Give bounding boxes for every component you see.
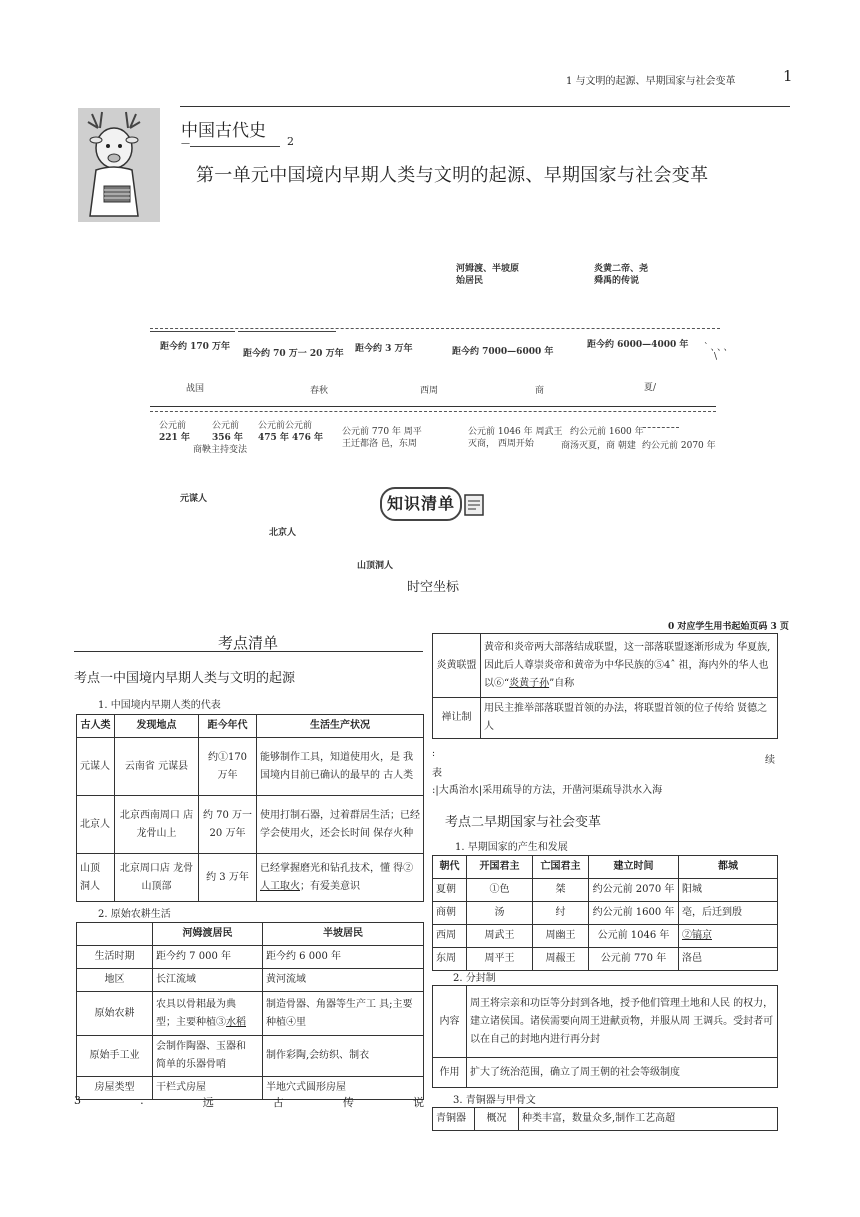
cell: 能够制作工具，知道使用火，是 我国境内目前已确认的最早的 古人类: [257, 738, 424, 796]
table-fengjian: [432, 985, 778, 1088]
dynasty-chunqiu: 春秋: [310, 386, 329, 396]
date-770-1: 公元前 770 年 周平: [342, 427, 422, 437]
upper-axis-segment: [150, 331, 235, 332]
date-1046-1: 公元前 1046 年 周武王: [468, 427, 563, 437]
cell: 约①170 万年: [199, 738, 257, 796]
date-1046-2: 灭商， 西周开始: [468, 439, 534, 449]
cell: 周王将宗亲和功臣等分封到各地，授予他们管理土地和人民 的权力，建立诸侯国。诸侯需要向周王进献贡物，并服从周 王调兵。受封者可以在自己的封地内进行再分封: [467, 986, 778, 1058]
cell: 山顶 洞人: [77, 854, 115, 902]
date-356-1: 公元前: [212, 421, 240, 431]
date-475-476-1: 公元前公元前: [258, 421, 313, 431]
cell: 北京西南周口 店龙骨山上: [115, 796, 199, 854]
cell: 公元前 770 年: [589, 948, 679, 971]
date-2070: 约公元前 2070 年: [642, 441, 716, 451]
table-early-states: [432, 855, 778, 971]
th-capital: 都城: [679, 856, 778, 879]
right-sub3-title: 3. 青铜器与甲骨文: [453, 1095, 536, 1106]
table-farming: [76, 922, 424, 1100]
timeline-caption: 时空坐标: [407, 580, 460, 595]
date-1600-2: 商汤灭夏，商 朝建: [561, 441, 636, 451]
th-founded: 建立时间: [589, 856, 679, 879]
answer-yanhuang: 炎黄子孙: [509, 677, 550, 689]
cell: 房屋类型: [77, 1077, 153, 1100]
cell: [481, 634, 778, 698]
section-rule: [74, 651, 423, 652]
title-marker-right: 2: [287, 135, 294, 148]
cell: 距今约 6 000 年: [263, 946, 424, 969]
cell: [257, 854, 424, 902]
date-221-1: 公元前: [159, 421, 187, 431]
cell: [153, 992, 263, 1036]
timeline-date-6000-4000: 距今约 6000—4000 年: [587, 340, 689, 350]
cell: 约 3 万年: [199, 854, 257, 902]
answer-rice: 水稻: [226, 1016, 246, 1028]
date-221-2: 221 年: [159, 433, 190, 443]
cell: 生活时期: [77, 946, 153, 969]
cell: 周幽王: [533, 925, 589, 948]
cell-answer-haojing: ②镐京: [679, 925, 778, 948]
cell: 炎黄联盟: [433, 634, 481, 698]
cell: 原始农耕: [77, 992, 153, 1036]
cell: 北京周口店 龙骨山顶部: [115, 854, 199, 902]
date-356-2: 356 年: [212, 433, 243, 443]
people-beijing: 北京人: [269, 528, 297, 538]
cell: 距今约 7 000 年: [153, 946, 263, 969]
upper-axis-end: \: [714, 352, 718, 362]
cell: 阳城: [679, 879, 778, 902]
cell: 北京人: [77, 796, 115, 854]
cell: 黄河流域: [263, 969, 424, 992]
sub3-char: .: [140, 1094, 144, 1107]
timeline-date-7000-6000: 距今约 7000—6000 年: [452, 347, 554, 357]
point2-title: 考点二早期国家与社会变革: [445, 815, 602, 830]
right-sub1-title: 1. 早期国家的产生和发展: [455, 842, 568, 853]
lower-timeline-tail: [643, 427, 679, 428]
cell: 原始手工业: [77, 1036, 153, 1077]
cell-text: 黄帝和炎帝两大部落结成联盟，这一部落联盟逐渐形成为 华夏族,因此后人尊崇炎帝和黄帝为中华民族的⑤4ˆ 祖，海内外的华人也以⑥“: [484, 641, 771, 689]
th-dynasty: 朝代: [433, 856, 467, 879]
cell: 半地穴式圆形房屋: [263, 1077, 424, 1100]
cell: 长江流域: [153, 969, 263, 992]
cell: 青铜器: [433, 1108, 475, 1131]
cell: 使用打制石器，过着群居生活；已经学会使用火，还会长时间 保存火种: [257, 796, 424, 854]
notebook-icon: [462, 492, 488, 518]
running-title: 1 与文明的起源、早期国家与社会变革: [566, 76, 736, 87]
upper-axis-end: `、、、: [704, 343, 735, 353]
th-last-ruler: 亡国君主: [533, 856, 589, 879]
lower-timeline-dash: [150, 411, 716, 412]
table-early-humans: [76, 714, 424, 902]
th-blank: [77, 923, 153, 946]
dynasty-shang: 商: [535, 386, 545, 396]
th-age: 距今年代: [199, 715, 257, 738]
cell: 作用: [433, 1058, 467, 1088]
knowledge-list-badge: 知识清单: [380, 487, 462, 521]
date-1600-1: 约公元前 1600 年: [570, 427, 644, 437]
cell: 扩大了统治范围，确立了周王朝的社会等级制度: [467, 1058, 778, 1088]
cell-text: ”自称: [549, 677, 575, 689]
course-title: 中国古代史: [181, 121, 266, 141]
cell: 制作彩陶,会纺织、制衣: [263, 1036, 424, 1077]
cell: 纣: [533, 902, 589, 925]
cell: 亳，后迁到殷: [679, 902, 778, 925]
sub3-char: 古: [272, 1096, 284, 1109]
cell: 概况: [475, 1108, 519, 1131]
dynasty-zhanguo: 战国: [186, 384, 205, 394]
cell: 洛邑: [679, 948, 778, 971]
cell: 公元前 1046 年: [589, 925, 679, 948]
cell: 周平王: [467, 948, 533, 971]
cell: 商朝: [433, 902, 467, 925]
cell: 地区: [77, 969, 153, 992]
date-770-2: 王迁都洛 邑，东周: [342, 439, 417, 449]
timeline-label-hemudu-2: 始居民: [456, 276, 484, 286]
cell: 西周: [433, 925, 467, 948]
timeline-date-3wan: 距今约 3 万年: [355, 344, 413, 354]
sub3-char: 传: [342, 1096, 354, 1109]
cell: 夏朝: [433, 879, 467, 902]
cell-text: 已经掌握磨光和钻孔技术，懂 得②: [260, 862, 414, 874]
header-rule: [180, 106, 790, 107]
lower-timeline-axis: [150, 406, 716, 407]
cell: 制造骨器、角器等生产工 具;主要种植④里: [263, 992, 424, 1036]
people-shandingdong: 山顶洞人: [357, 561, 394, 571]
sub1-title: 1. 中国境内早期人类的代表: [98, 700, 221, 711]
table-legends: [432, 633, 778, 739]
cell: 周赧王: [533, 948, 589, 971]
title-marker-left: —: [181, 139, 190, 149]
dynasty-xia: 夏/: [644, 383, 657, 393]
cell: 汤: [467, 902, 533, 925]
upper-axis-segment: [238, 331, 336, 332]
upper-timeline-axis: [150, 328, 720, 329]
sub3-char: 远: [202, 1096, 214, 1109]
table-bronze: [432, 1107, 778, 1131]
right-sub2-title: 2. 分封制: [453, 973, 496, 984]
sub3-char: 3: [74, 1094, 81, 1107]
dayu-row: :|大禹治水|采用疏导的方法，开凿河渠疏导洪水入海: [432, 785, 663, 796]
title-underline: [190, 146, 280, 147]
sub3-char: 说: [412, 1096, 424, 1109]
timeline-label-yanhuang-2: 舜禹的传说: [594, 276, 640, 286]
continued-mark: :: [432, 749, 436, 759]
page-number: 1: [783, 67, 793, 85]
cell: 东周: [433, 948, 467, 971]
cell: 干栏式房屋: [153, 1077, 263, 1100]
cell: 桀: [533, 879, 589, 902]
section-title: 考点清单: [218, 634, 279, 652]
cell: 内容: [433, 986, 467, 1058]
cell: 种类丰富，数量众多,制作工艺高超: [519, 1108, 778, 1131]
th-hemudu: 河姆渡居民: [153, 923, 263, 946]
th-founder: 开国君主: [467, 856, 533, 879]
dynasty-xizhou: 西周: [420, 386, 439, 396]
continued-table: 表: [432, 768, 442, 779]
date-shangyang: 商鞅主持变法: [193, 445, 248, 455]
point1-title: 考点一中国境内早期人类与文明的起源: [74, 671, 296, 686]
cell: 云南省 元谋县: [115, 738, 199, 796]
cell-text: 农具以骨耜最为典 型；主要种植③: [156, 998, 236, 1028]
cell: 用民主推举部落联盟首领的办法，将联盟首领的位子传给 贤德之人: [481, 698, 778, 739]
cell: 周武王: [467, 925, 533, 948]
reindeer-mascot-icon: [78, 108, 160, 222]
th-location: 发现地点: [115, 715, 199, 738]
timeline-label-hemudu: 河姆渡、半坡原: [456, 264, 520, 274]
cell: 约 70 万一 20 万年: [199, 796, 257, 854]
cell: ①色: [467, 879, 533, 902]
cell-text: ；有爱美意识: [300, 880, 360, 892]
cell: 约公元前 2070 年: [589, 879, 679, 902]
cell: 约公元前 1600 年: [589, 902, 679, 925]
timeline-date-70-20wan: 距今约 70 万一 20 万年: [243, 349, 344, 359]
sub2-title: 2. 原始农耕生活: [98, 909, 171, 920]
date-475-476-2: 475 年 476 年: [258, 433, 323, 443]
cell: 禅让制: [433, 698, 481, 739]
cell: 会制作陶器、玉器和 简单的乐器骨哨: [153, 1036, 263, 1077]
timeline-date-170wan: 距今约 170 万年: [160, 342, 231, 352]
reference-note: 0 对应学生用书起始页码 3 页: [668, 622, 789, 632]
sub3-title: [74, 1094, 424, 1110]
unit-title: 第一单元中国境内早期人类与文明的起源、早期国家与社会变革: [196, 165, 709, 186]
th-life: 生活生产状况: [257, 715, 424, 738]
th-guren: 古人类: [77, 715, 115, 738]
th-banpo: 半坡居民: [263, 923, 424, 946]
people-yuanmou: 元谋人: [180, 494, 208, 504]
answer-fire: 人工取火: [260, 880, 300, 892]
timeline-label-yanhuang: 炎黄二帝、尧: [594, 264, 649, 274]
continued-label: 续: [765, 755, 775, 766]
cell: 元谋人: [77, 738, 115, 796]
